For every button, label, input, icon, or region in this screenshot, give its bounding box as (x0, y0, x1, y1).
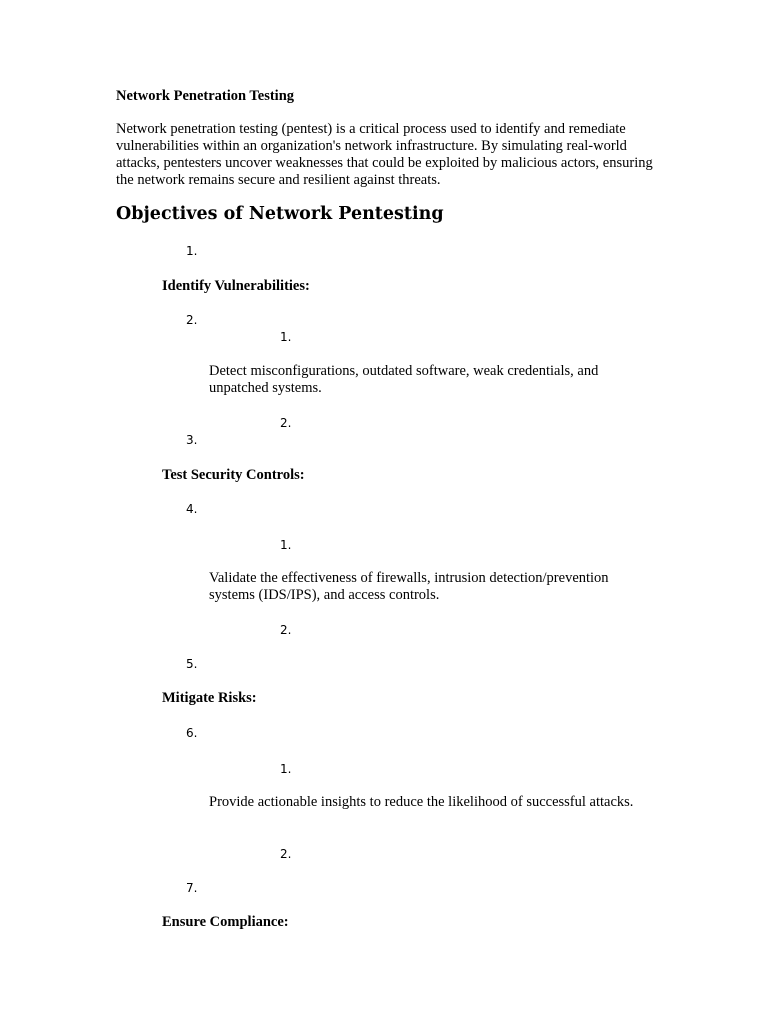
objective-label: Identify Vulnerabilities: (162, 278, 310, 294)
section-heading: Objectives of Network Pentesting (116, 204, 444, 224)
list-number: 6. (186, 726, 198, 740)
objective-detail: Validate the effectiveness of firewalls, intrusion detection/prevention systems (IDS/IPS), and access controls. (209, 570, 609, 603)
sub-list-number: 1. (280, 330, 292, 344)
list-number: 2. (186, 313, 198, 327)
list-number: 5. (186, 657, 198, 671)
objective-detail: Provide actionable insights to reduce the likelihood of successful attacks. (209, 794, 634, 810)
sub-list-number: 2. (280, 623, 292, 637)
document-title: Network Penetration Testing (116, 88, 295, 104)
sub-list-number: 1. (280, 538, 292, 552)
list-number: 7. (186, 881, 198, 895)
sub-list-number: 2. (280, 416, 292, 430)
objective-detail: Detect misconfigurations, outdated software, weak credentials, and unpatched systems. (209, 363, 599, 396)
objective-label: Test Security Controls: (162, 467, 305, 483)
sub-list-number: 2. (280, 847, 292, 861)
list-number: 3. (186, 433, 198, 447)
list-number: 1. (186, 244, 198, 258)
sub-list-number: 1. (280, 762, 292, 776)
objective-label: Mitigate Risks: (162, 690, 257, 706)
intro-paragraph: Network penetration testing (pentest) is a critical process used to identify and remediate vulnerabilities within an organization's network infrastructure. By simulating real-world attacks, pentesters uncover weaknesses that could be exploited by malicious actors, ensuring the network remains secure and resilient against threats. (116, 121, 653, 188)
objective-label: Ensure Compliance: (162, 914, 289, 930)
list-number: 4. (186, 502, 198, 516)
